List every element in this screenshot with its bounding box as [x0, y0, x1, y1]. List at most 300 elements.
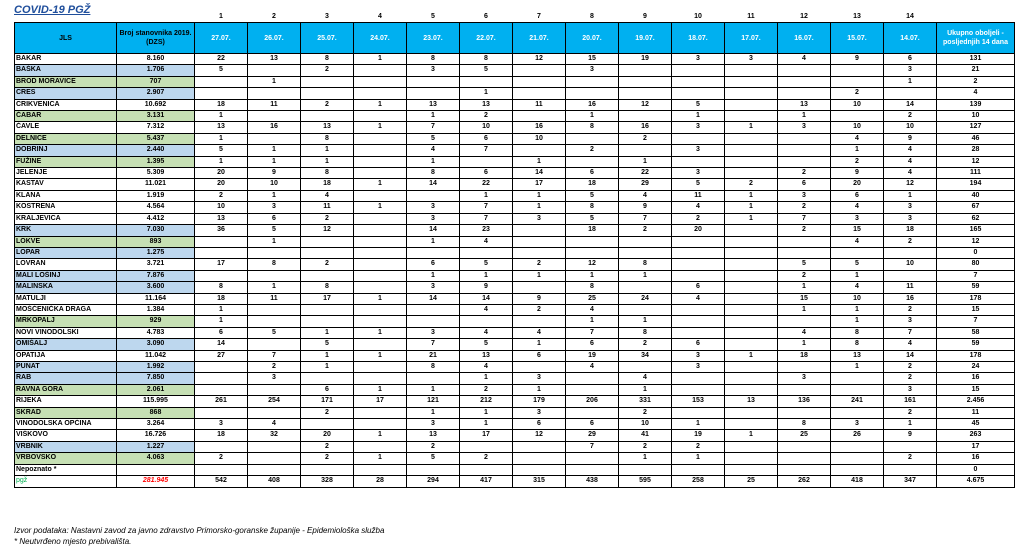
case-count-cell: [619, 304, 672, 315]
case-count-cell: 1: [407, 111, 460, 122]
population-cell: 868: [117, 407, 195, 418]
table-row: [15, 339, 1015, 350]
total-cell: 17: [937, 441, 1015, 452]
table-row: [15, 361, 1015, 372]
case-count-cell: 10: [619, 419, 672, 430]
case-count-cell: [831, 441, 884, 452]
population-cell: 16.726: [117, 430, 195, 441]
total-cell: 80: [937, 259, 1015, 270]
case-count-cell: 17: [354, 396, 407, 407]
case-count-cell: 1: [831, 304, 884, 315]
case-count-cell: 121: [407, 396, 460, 407]
case-count-cell: 2: [725, 179, 778, 190]
case-count-cell: 22: [460, 179, 513, 190]
population-cell: 5.437: [117, 133, 195, 144]
total-cell: 67: [937, 202, 1015, 213]
summary-count-cell: 258: [672, 476, 725, 488]
total-cell: 263: [937, 430, 1015, 441]
case-count-cell: 1: [513, 202, 566, 213]
case-count-cell: 1: [195, 316, 248, 327]
case-count-cell: 24: [619, 293, 672, 304]
municipality-name: BAKAR: [15, 54, 117, 65]
case-count-cell: [725, 168, 778, 179]
case-count-cell: [301, 247, 354, 258]
case-count-cell: 4: [672, 202, 725, 213]
case-count-cell: [354, 156, 407, 167]
municipality-name: ČABAR: [15, 111, 117, 122]
municipality-name: NOVI VINODOLSKI: [15, 327, 117, 338]
case-count-cell: [354, 65, 407, 76]
table-row: [15, 430, 1015, 441]
case-count-cell: 1: [354, 453, 407, 464]
case-count-cell: [831, 453, 884, 464]
municipality-name: LOVRAN: [15, 259, 117, 270]
case-count-cell: 3: [672, 168, 725, 179]
case-count-cell: 2: [884, 304, 937, 315]
case-count-cell: 3: [672, 54, 725, 65]
case-count-cell: 2: [778, 168, 831, 179]
case-count-cell: [407, 76, 460, 87]
case-count-cell: 15: [778, 293, 831, 304]
summary-count-cell: 418: [831, 476, 884, 488]
total-cell: 15: [937, 384, 1015, 395]
case-count-cell: [831, 76, 884, 87]
total-cell: 4: [937, 88, 1015, 99]
population-cell: 1.919: [117, 190, 195, 201]
case-count-cell: [354, 236, 407, 247]
municipality-name: KOSTRENA: [15, 202, 117, 213]
case-count-cell: 4: [831, 202, 884, 213]
case-count-cell: 14: [407, 293, 460, 304]
case-count-cell: 41: [619, 430, 672, 441]
case-count-cell: 7: [407, 122, 460, 133]
date-header: 19.07.: [619, 23, 672, 54]
case-count-cell: 3: [884, 213, 937, 224]
population-cell: 11.021: [117, 179, 195, 190]
population-cell: 4.412: [117, 213, 195, 224]
municipality-name: RIJEKA: [15, 396, 117, 407]
case-count-cell: [831, 384, 884, 395]
table-row: [15, 76, 1015, 87]
case-count-cell: [778, 316, 831, 327]
municipality-name: DOBRINJ: [15, 145, 117, 156]
day-number: 6: [484, 13, 488, 20]
case-count-cell: 6: [460, 133, 513, 144]
population-cell: 1.275: [117, 247, 195, 258]
summary-count-cell: 438: [566, 476, 619, 488]
case-count-cell: [248, 384, 301, 395]
case-count-cell: [566, 76, 619, 87]
case-count-cell: 7: [566, 327, 619, 338]
case-count-cell: [513, 361, 566, 372]
case-count-cell: 5: [301, 339, 354, 350]
case-count-cell: 1: [460, 88, 513, 99]
case-count-cell: 3: [831, 419, 884, 430]
case-count-cell: 5: [248, 327, 301, 338]
case-count-cell: 3: [778, 190, 831, 201]
case-count-cell: 4: [301, 190, 354, 201]
case-count-cell: 17: [460, 430, 513, 441]
population-cell: 4.063: [117, 453, 195, 464]
case-count-cell: [513, 145, 566, 156]
population-cell: 5.309: [117, 168, 195, 179]
case-count-cell: 6: [884, 54, 937, 65]
case-count-cell: 3: [778, 373, 831, 384]
case-count-cell: 3: [407, 202, 460, 213]
case-count-cell: [301, 464, 354, 475]
case-count-cell: 3: [248, 202, 301, 213]
total-cell: 2: [937, 76, 1015, 87]
case-count-cell: [725, 384, 778, 395]
case-count-cell: 2: [301, 65, 354, 76]
case-count-cell: 19: [619, 54, 672, 65]
footnote: * Neutvrđeno mjesto prebivališta.: [14, 537, 132, 546]
case-count-cell: [513, 316, 566, 327]
case-count-cell: 7: [884, 327, 937, 338]
day-number: 11: [747, 13, 755, 20]
case-count-cell: 3: [407, 327, 460, 338]
case-count-cell: 2: [884, 111, 937, 122]
case-count-cell: 8: [301, 168, 354, 179]
case-count-cell: [778, 88, 831, 99]
date-header: 22.07.: [460, 23, 513, 54]
total-header: Ukupno oboljeli - posljednjih 14 dana: [937, 23, 1015, 54]
case-count-cell: [513, 441, 566, 452]
case-count-cell: 3: [672, 122, 725, 133]
case-count-cell: [672, 407, 725, 418]
day-number: 4: [378, 13, 382, 20]
date-header: 24.07.: [354, 23, 407, 54]
case-count-cell: 1: [778, 304, 831, 315]
case-count-cell: 1: [778, 111, 831, 122]
case-count-cell: [460, 76, 513, 87]
case-count-cell: 8: [566, 122, 619, 133]
population-cell: 7.030: [117, 225, 195, 236]
table-row: [15, 259, 1015, 270]
table-row: [15, 156, 1015, 167]
case-count-cell: 1: [354, 179, 407, 190]
case-count-cell: [619, 88, 672, 99]
case-count-cell: [725, 453, 778, 464]
case-count-cell: 7: [619, 213, 672, 224]
case-count-cell: [301, 270, 354, 281]
day-number: 3: [325, 13, 329, 20]
case-count-cell: 2: [619, 339, 672, 350]
municipality-name: CRES: [15, 88, 117, 99]
case-count-cell: 8: [407, 54, 460, 65]
case-count-cell: 13: [460, 350, 513, 361]
case-count-cell: 6: [460, 168, 513, 179]
case-count-cell: [778, 384, 831, 395]
case-count-cell: 5: [195, 65, 248, 76]
population-cell: 3.090: [117, 339, 195, 350]
case-count-cell: [513, 111, 566, 122]
case-count-cell: [460, 247, 513, 258]
table-row: [15, 327, 1015, 338]
case-count-cell: [513, 65, 566, 76]
municipality-name: Nepoznato *: [15, 464, 117, 475]
population-cell: 115.995: [117, 396, 195, 407]
case-count-cell: 4: [884, 339, 937, 350]
case-count-cell: [619, 247, 672, 258]
case-count-cell: [778, 361, 831, 372]
case-count-cell: 18: [195, 293, 248, 304]
population-cell: 1.384: [117, 304, 195, 315]
municipality-name: CRIKVENICA: [15, 99, 117, 110]
case-count-cell: [407, 304, 460, 315]
date-header: 23.07.: [407, 23, 460, 54]
case-count-cell: 6: [301, 384, 354, 395]
case-count-cell: [301, 111, 354, 122]
table-row: [15, 54, 1015, 65]
case-count-cell: 13: [407, 430, 460, 441]
summary-count-cell: 417: [460, 476, 513, 488]
municipality-name: VRBNIK: [15, 441, 117, 452]
case-count-cell: 11: [672, 190, 725, 201]
case-count-cell: 6: [566, 168, 619, 179]
case-count-cell: 12: [566, 259, 619, 270]
case-count-cell: 17: [513, 179, 566, 190]
case-count-cell: [619, 76, 672, 87]
population-cell: 7.312: [117, 122, 195, 133]
case-count-cell: 14: [884, 350, 937, 361]
case-count-cell: 1: [460, 270, 513, 281]
case-count-cell: [195, 270, 248, 281]
case-count-cell: 1: [195, 304, 248, 315]
case-count-cell: 2: [778, 225, 831, 236]
case-count-cell: 6: [672, 339, 725, 350]
case-count-cell: 4: [460, 236, 513, 247]
case-count-cell: 1: [566, 270, 619, 281]
case-count-cell: 7: [460, 202, 513, 213]
case-count-cell: 6: [831, 190, 884, 201]
case-count-cell: 4: [619, 190, 672, 201]
case-count-cell: [513, 282, 566, 293]
population-cell: 1.395: [117, 156, 195, 167]
case-count-cell: [513, 76, 566, 87]
case-count-cell: 11: [301, 202, 354, 213]
case-count-cell: [778, 65, 831, 76]
case-count-cell: 1: [831, 361, 884, 372]
date-header: 16.07.: [778, 23, 831, 54]
case-count-cell: [831, 407, 884, 418]
case-count-cell: 9: [831, 168, 884, 179]
day-number: 8: [590, 13, 594, 20]
case-count-cell: 20: [831, 179, 884, 190]
header-row: [15, 23, 1015, 54]
case-count-cell: 22: [619, 168, 672, 179]
case-count-cell: 4: [619, 373, 672, 384]
case-count-cell: 1: [407, 384, 460, 395]
date-header: 15.07.: [831, 23, 884, 54]
municipality-name: MALINSKA: [15, 282, 117, 293]
municipality-name: KRALJEVICA: [15, 213, 117, 224]
population-cell: 1.992: [117, 361, 195, 372]
case-count-cell: 254: [248, 396, 301, 407]
case-count-cell: 3: [513, 213, 566, 224]
day-number: 2: [272, 13, 276, 20]
case-count-cell: 2: [195, 453, 248, 464]
case-count-cell: 5: [672, 179, 725, 190]
case-count-cell: 4: [566, 361, 619, 372]
case-count-cell: 8: [301, 282, 354, 293]
case-count-cell: [725, 373, 778, 384]
case-count-cell: [725, 247, 778, 258]
case-count-cell: [248, 65, 301, 76]
date-header: 21.07.: [513, 23, 566, 54]
case-count-cell: [725, 316, 778, 327]
total-cell: 10: [937, 111, 1015, 122]
table-row: [15, 99, 1015, 110]
case-count-cell: 5: [407, 133, 460, 144]
case-count-cell: 5: [566, 213, 619, 224]
table-row: [15, 453, 1015, 464]
case-count-cell: 13: [195, 122, 248, 133]
case-count-cell: [672, 270, 725, 281]
case-count-cell: 10: [831, 293, 884, 304]
total-cell: 16: [937, 373, 1015, 384]
case-count-cell: [672, 156, 725, 167]
case-count-cell: [407, 316, 460, 327]
case-count-cell: 1: [301, 327, 354, 338]
case-count-cell: [195, 441, 248, 452]
case-count-cell: 1: [248, 156, 301, 167]
day-number: 1: [219, 13, 223, 20]
table-row: [15, 247, 1015, 258]
municipality-name: KRK: [15, 225, 117, 236]
case-count-cell: 4: [513, 327, 566, 338]
case-count-cell: 6: [566, 419, 619, 430]
case-count-cell: 5: [460, 65, 513, 76]
case-count-cell: [884, 88, 937, 99]
case-count-cell: [725, 133, 778, 144]
table-row: [15, 236, 1015, 247]
case-count-cell: 29: [619, 179, 672, 190]
municipality-name: RAVNA GORA: [15, 384, 117, 395]
case-count-cell: 8: [407, 361, 460, 372]
case-count-cell: 3: [884, 316, 937, 327]
case-count-cell: 161: [884, 396, 937, 407]
table-row: [15, 190, 1015, 201]
case-count-cell: 11: [248, 293, 301, 304]
case-count-cell: 4: [672, 293, 725, 304]
case-count-cell: 21: [407, 350, 460, 361]
table-row: [15, 304, 1015, 315]
total-cell: 0: [937, 247, 1015, 258]
total-cell: 16: [937, 453, 1015, 464]
case-count-cell: [354, 407, 407, 418]
case-count-cell: [513, 464, 566, 475]
source-note: Izvor podataka: Nastavni zavod za javno zdravstvo Primorsko-goranske županije - Epidemiološka služba: [14, 526, 385, 535]
case-count-cell: [301, 236, 354, 247]
case-count-cell: 14: [407, 225, 460, 236]
case-count-cell: [778, 236, 831, 247]
case-count-cell: 5: [195, 145, 248, 156]
case-count-cell: 1: [513, 384, 566, 395]
case-count-cell: 25: [566, 293, 619, 304]
case-count-cell: [725, 464, 778, 475]
case-count-cell: [725, 270, 778, 281]
day-number: 14: [906, 13, 914, 20]
case-count-cell: 2: [301, 453, 354, 464]
case-count-cell: [672, 384, 725, 395]
case-count-cell: 9: [884, 133, 937, 144]
table-row: [15, 133, 1015, 144]
summary-count-cell: 28: [354, 476, 407, 488]
case-count-cell: 1: [354, 99, 407, 110]
date-header: 14.07.: [884, 23, 937, 54]
case-count-cell: 14: [884, 99, 937, 110]
case-count-cell: 136: [778, 396, 831, 407]
case-count-cell: 32: [248, 430, 301, 441]
population-cell: 2.907: [117, 88, 195, 99]
case-count-cell: 19: [672, 430, 725, 441]
date-header: 25.07.: [301, 23, 354, 54]
municipality-name: MRKOPALJ: [15, 316, 117, 327]
case-count-cell: 4: [831, 236, 884, 247]
date-header: 17.07.: [725, 23, 778, 54]
case-count-cell: 1: [672, 453, 725, 464]
table-row: [15, 213, 1015, 224]
case-count-cell: [725, 327, 778, 338]
case-count-cell: 1: [778, 339, 831, 350]
table-row: [15, 396, 1015, 407]
case-count-cell: 3: [407, 65, 460, 76]
total-cell: 131: [937, 54, 1015, 65]
case-count-cell: 7: [778, 213, 831, 224]
case-count-cell: 18: [566, 225, 619, 236]
case-count-cell: [460, 464, 513, 475]
case-count-cell: [513, 88, 566, 99]
case-count-cell: 13: [778, 99, 831, 110]
case-count-cell: 1: [884, 419, 937, 430]
total-cell: 45: [937, 419, 1015, 430]
case-count-cell: 3: [407, 213, 460, 224]
total-cell: 11: [937, 407, 1015, 418]
case-count-cell: [195, 76, 248, 87]
case-count-cell: 153: [672, 396, 725, 407]
case-count-cell: 8: [778, 419, 831, 430]
case-count-cell: 8: [566, 202, 619, 213]
case-count-cell: 3: [884, 65, 937, 76]
case-count-cell: 3: [195, 419, 248, 430]
case-count-cell: [354, 304, 407, 315]
case-count-cell: 2: [831, 88, 884, 99]
case-count-cell: 6: [778, 179, 831, 190]
case-count-cell: 6: [566, 339, 619, 350]
case-count-cell: [248, 316, 301, 327]
case-count-cell: 2: [301, 441, 354, 452]
case-count-cell: 4: [460, 361, 513, 372]
case-count-cell: 13: [407, 99, 460, 110]
case-count-cell: [566, 247, 619, 258]
case-count-cell: [354, 133, 407, 144]
case-count-cell: 1: [301, 350, 354, 361]
case-count-cell: 171: [301, 396, 354, 407]
summary-count-cell: 542: [195, 476, 248, 488]
case-count-cell: [672, 464, 725, 475]
table-row: [15, 350, 1015, 361]
day-number: 12: [800, 13, 808, 20]
case-count-cell: 1: [884, 76, 937, 87]
case-count-cell: [778, 441, 831, 452]
case-count-cell: 2: [513, 259, 566, 270]
total-cell: 62: [937, 213, 1015, 224]
case-count-cell: [513, 453, 566, 464]
case-count-cell: 2: [460, 453, 513, 464]
case-count-cell: [354, 441, 407, 452]
case-count-cell: 2: [672, 441, 725, 452]
